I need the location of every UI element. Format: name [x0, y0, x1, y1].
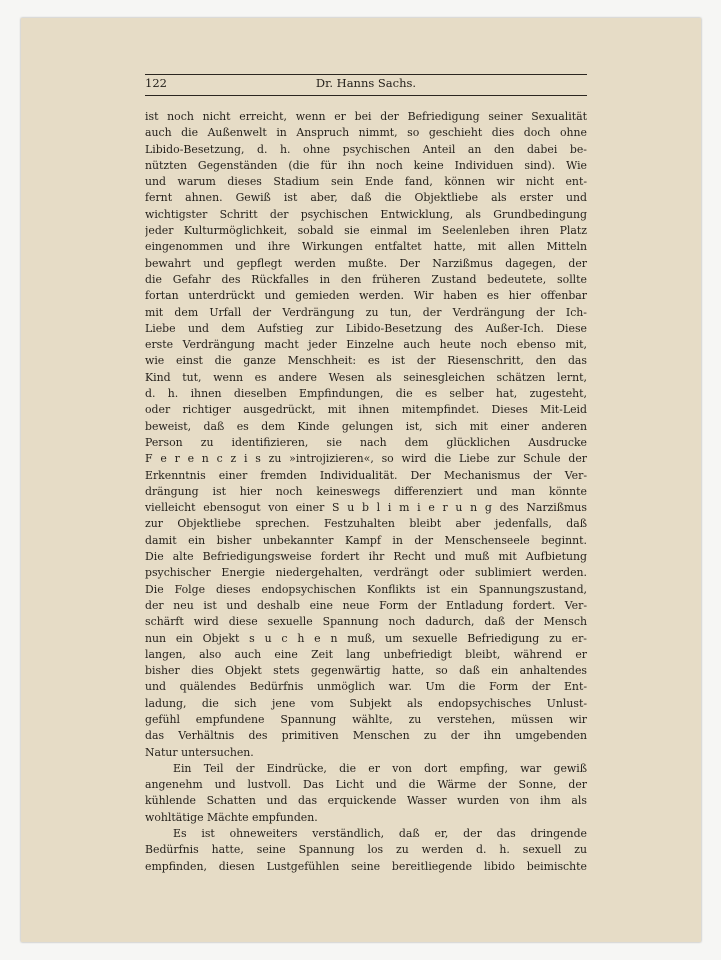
text-line: Libido-Besetzung, d. h. ohne psychischen Anteil an den dabei be- — [145, 142, 587, 156]
running-title: Dr. Hanns Sachs. — [315, 76, 417, 90]
text-line: kühlende Schatten und das erquickende Wasser wurden von ihm als — [145, 794, 587, 808]
text-line: fortan unterdrückt und gemieden werden. Wir haben es hier offenbar — [145, 289, 587, 303]
text-line: Liebe und dem Aufstieg zur Libido-Besetzung des Außer-Ich. Diese — [145, 321, 587, 335]
text-line: psychischer Energie niedergehalten, verdrängt oder sublimiert werden. — [145, 566, 587, 580]
text-line: erste Verdrängung macht jeder Einzelne auch heute noch ebenso mit, — [145, 338, 587, 352]
page-number: 122 — [145, 76, 167, 90]
header-bottom-rule — [145, 95, 587, 96]
text-line: drängung ist hier noch keineswegs differenziert und man könnte — [145, 484, 587, 498]
text-line: jeder Kulturmöglichkeit, sobald sie einmal im Seelenleben ihren Platz — [145, 224, 587, 238]
text-line: der neu ist und deshalb eine neue Form der Entladung fordert. Ver- — [145, 598, 587, 612]
text-line: schärft wird diese sexuelle Spannung noch dadurch, daß der Mensch — [145, 615, 587, 629]
text-line: wohltätige Mächte empfunden. — [145, 810, 318, 824]
text-line: Es ist ohneweiters verständlich, daß er, der das dringende — [173, 827, 587, 841]
text-line: bewahrt und gepflegt werden mußte. Der Narzißmus dagegen, der — [145, 256, 587, 270]
text-line: und quälendes Bedürfnis unmöglich war. Um die Form der Ent- — [145, 680, 587, 694]
page-text-block — [145, 74, 587, 875]
text-line: und warum dieses Stadium sein Ende fand, können wir nicht ent- — [145, 175, 587, 189]
text-line: Bedürfnis hatte, seine Spannung los zu werden d. h. sexuell zu — [145, 843, 587, 857]
text-line: Die alte Befriedigungsweise fordert ihr Recht und muß mit Aufbietung — [145, 550, 587, 564]
text-line: zur Objektliebe sprechen. Festzuhalten bleibt aber jedenfalls, daß — [145, 517, 587, 531]
text-line: nun ein Objekt s u c h e n muß, um sexuelle Befriedigung zu er- — [145, 631, 587, 645]
text-line: langen, also auch eine Zeit lang unbefriedigt bleibt, während er — [145, 647, 587, 661]
text-line: Kind tut, wenn es andere Wesen als seinesgleichen schätzen lernt, — [145, 370, 587, 384]
text-line: wichtigster Schritt der psychischen Entwicklung, als Grundbedingung — [145, 207, 587, 221]
text-line: Natur untersuchen. — [145, 745, 254, 759]
text-line: das Verhältnis des primitiven Menschen zu der ihn umgebenden — [145, 729, 587, 743]
text-line: ladung, die sich jene vom Subjekt als endopsychisches Unlust- — [145, 696, 587, 710]
body-text — [145, 109, 587, 875]
text-line: mit dem Urfall der Verdrängung zu tun, der Verdrängung der Ich- — [145, 305, 587, 319]
text-line: nützten Gegenständen (die für ihn noch keine Individuen sind). Wie — [145, 158, 587, 172]
text-line: die Gefahr des Rückfalles in den früheren Zustand bedeutete, sollte — [145, 272, 587, 286]
text-line: F e r e n c z i s zu »introjizieren«, so wird die Liebe zur Schule der — [145, 452, 587, 466]
text-line: ist noch nicht erreicht, wenn er bei der Befriedigung seiner Sexualität — [145, 110, 587, 123]
text-line: d. h. ihnen dieselben Empfindungen, die es selber hat, zugesteht, — [145, 387, 587, 401]
text-line: wie einst die ganze Menschheit: es ist der Riesenschritt, den das — [145, 354, 587, 368]
text-line: beweist, daß es dem Kinde gelungen ist, sich mit einer anderen — [145, 419, 587, 433]
text-line: empfinden, diesen Lustgefühlen seine bereitliegende libido beimischte — [145, 859, 587, 873]
text-line: bisher dies Objekt stets gegenwärtig hatte, so daß ein anhaltendes — [145, 664, 587, 678]
text-line: eingenommen und ihre Wirkungen entfaltet hatte, mit allen Mitteln — [145, 240, 587, 254]
text-line: oder richtiger ausgedrückt, mit ihnen mitempfindet. Dieses Mit-Leid — [145, 403, 587, 417]
running-header — [145, 75, 587, 92]
text-line: damit ein bisher unbekannter Kampf in der Menschenseele beginnt. — [145, 533, 587, 547]
text-line: angenehm und lustvoll. Das Licht und die Wärme der Sonne, der — [145, 778, 587, 792]
text-line: gefühl empfundene Spannung wählte, zu verstehen, müssen wir — [145, 712, 587, 726]
text-line: Die Folge dieses endopsychischen Konflikts ist ein Spannungszustand, — [145, 582, 587, 596]
text-line: Erkenntnis einer fremden Individualität. Der Mechanismus der Ver- — [145, 468, 587, 482]
text-line: vielleicht ebensogut von einer S u b l i m i e r u n g des Narzißmus — [145, 501, 587, 515]
text-line: Ein Teil der Eindrücke, die er von dort empfing, war gewiß — [173, 761, 587, 775]
text-line: Person zu identifizieren, sie nach dem glücklichen Ausdrucke — [145, 435, 587, 449]
text-line: fernt ahnen. Gewiß ist aber, daß die Objektliebe als erster und — [145, 191, 587, 205]
text-line: auch die Außenwelt in Anspruch nimmt, so geschieht dies doch ohne — [145, 126, 587, 140]
